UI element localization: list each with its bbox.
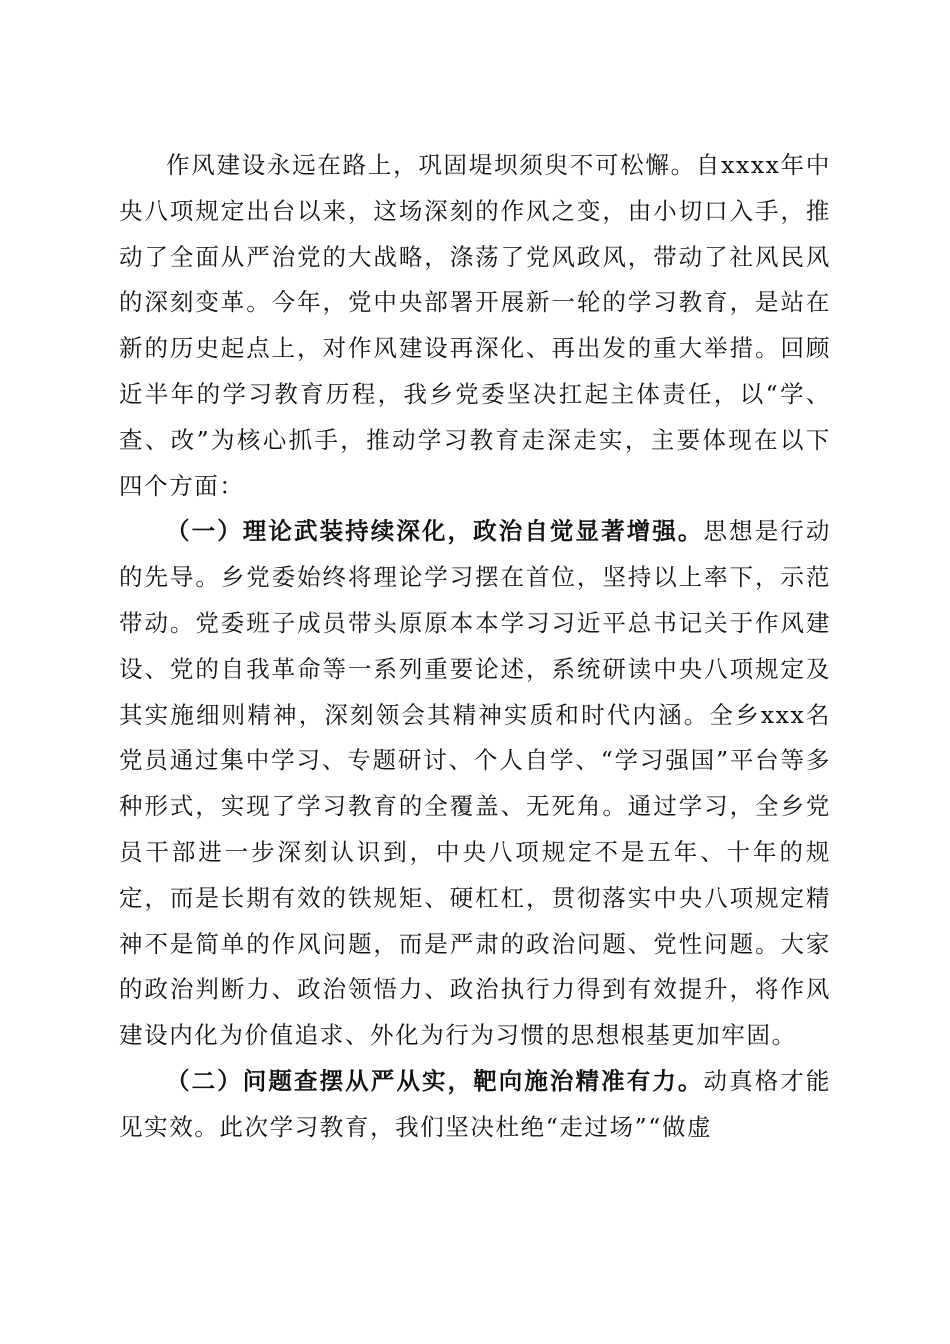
section-2-text: 动真格才能见实效。此次学习教育，我们坚决杜绝“走过场”“做虚 (119, 1066, 831, 1141)
paragraph-section-2 (119, 1059, 831, 1151)
paragraph-intro (119, 143, 831, 509)
section-1-heading: （一）理论武装持续深化，政治自觉显著增强。 (166, 517, 704, 546)
document-body (119, 143, 831, 1151)
section-1-text: 思想是行动的先导。乡党委始终将理论学习摆在首位，坚持以上率下，示范带动。党委班子成员带头原原本本学习习近平总书记关于作风建设、党的自我革命等一系列重要论述，系统研读中央八项规定及其实施细则精神，深刻领会其精神实质和时代内涵。全乡xxx名党员通过集中学习、专题研讨、个人自学、“学习强国”平台等多种形式，实现了学习教育的全覆盖、无死角。通过学习，全乡党员干部进一步深刻认识到，中央八项规定不是五年、十年的规定，而是长期有效的铁规矩、硬杠杠，贯彻落实中央八项规定精神不是简单的作风问题，而是严肃的政治问题、党性问题。大家的政治判断力、政治领悟力、政治执行力得到有效提升，将作风建设内化为价值追求、外化为行为习惯的思想根基更加牢固。 (119, 517, 831, 1050)
paragraph-section-1 (119, 509, 831, 1059)
section-2-heading: （二）问题查摆从严从实，靶向施治精准有力。 (166, 1066, 704, 1095)
paragraph-intro-text: 作风建设永远在路上，巩固堤坝须臾不可松懈。自xxxx年中央八项规定出台以来，这场深刻的作风之变，由小切口入手，推动了全面从严治党的大战略，涤荡了党风政风，带动了社风民风的深刻变革。今年，党中央部署开展新一轮的学习教育，是站在新的历史起点上，对作风建设再深化、再出发的重大举措。回顾近半年的学习教育历程，我乡党委坚决扛起主体责任，以“学、查、改”为核心抓手，推动学习教育走深走实，主要体现在以下四个方面： (119, 151, 831, 500)
